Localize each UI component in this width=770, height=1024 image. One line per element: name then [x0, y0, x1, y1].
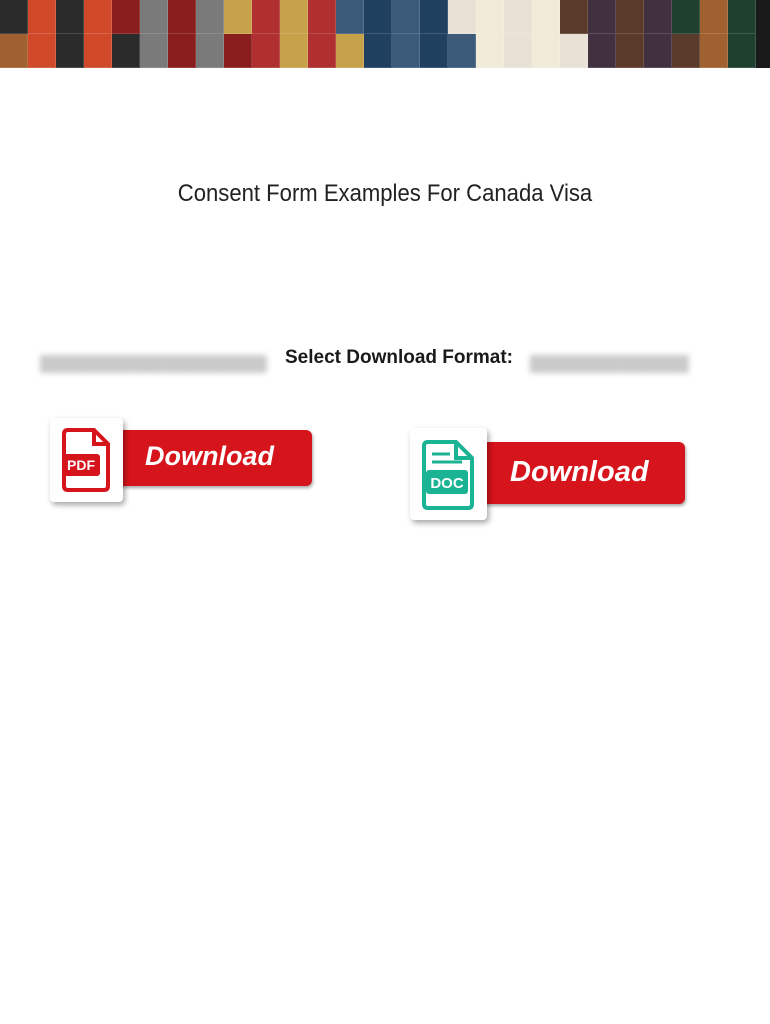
- collage-tile: [476, 0, 504, 34]
- collage-tile: [140, 0, 168, 34]
- download-format-section: [0, 345, 770, 381]
- collage-tile: [504, 0, 532, 34]
- collage-tile: [280, 34, 308, 68]
- collage-tile: [308, 34, 336, 68]
- collage-tile: [56, 34, 84, 68]
- download-label[interactable]: Download: [510, 456, 649, 488]
- collage-tile: [504, 34, 532, 68]
- collage-tile: [364, 0, 392, 34]
- collage-tile: [0, 0, 28, 34]
- collage-tile: [196, 34, 224, 68]
- collage-tile: [476, 34, 504, 68]
- collage-tile: [84, 34, 112, 68]
- collage-tile: [252, 0, 280, 34]
- collage-tile: [168, 0, 196, 34]
- collage-tile: [644, 34, 672, 68]
- collage-tile: [224, 0, 252, 34]
- collage-tile: [140, 34, 168, 68]
- blurred-decorative-text: ████████████████████: [40, 355, 267, 372]
- collage-tile: [336, 34, 364, 68]
- collage-tile: [112, 34, 140, 68]
- collage-tile: [56, 0, 84, 34]
- collage-tile: [560, 34, 588, 68]
- collage-tile: [672, 0, 700, 34]
- collage-tile: [112, 0, 140, 34]
- collage-tile: [532, 0, 560, 34]
- collage-tile: [420, 34, 448, 68]
- doc-download-button[interactable]: [410, 428, 685, 520]
- collage-tile: [196, 0, 224, 34]
- collage-tile: [280, 0, 308, 34]
- collage-tile: [392, 0, 420, 34]
- pdf-download-button[interactable]: [50, 418, 312, 502]
- collage-tile: [588, 34, 616, 68]
- media-collage-banner: [0, 0, 770, 68]
- blurred-decorative-text: ██████████████: [530, 355, 689, 372]
- collage-tile: [308, 0, 336, 34]
- collage-tile: [224, 34, 252, 68]
- collage-tile: [616, 0, 644, 34]
- collage-tile: [644, 0, 672, 34]
- collage-tile: [28, 34, 56, 68]
- collage-tile: [448, 0, 476, 34]
- pdf-file-icon: [62, 428, 112, 492]
- collage-tile: [728, 34, 756, 68]
- collage-tile: [532, 34, 560, 68]
- collage-tile: [336, 0, 364, 34]
- collage-tile: [0, 34, 28, 68]
- collage-tile: [672, 34, 700, 68]
- collage-tile: [448, 34, 476, 68]
- doc-file-icon: [422, 440, 476, 510]
- collage-tile: [700, 0, 728, 34]
- pdf-icon-label: PDF: [67, 457, 95, 473]
- collage-tile: [84, 0, 112, 34]
- collage-tile: [252, 34, 280, 68]
- collage-tile: [168, 34, 196, 68]
- doc-icon-label: DOC: [430, 475, 464, 492]
- collage-tile: [588, 0, 616, 34]
- collage-tile: [392, 34, 420, 68]
- page-title: Consent Form Examples For Canada Visa: [177, 180, 593, 207]
- collage-tile: [560, 0, 588, 34]
- collage-tile: [420, 0, 448, 34]
- collage-tile: [728, 0, 756, 34]
- select-format-label: Select Download Format:: [284, 347, 514, 368]
- collage-tile: [616, 34, 644, 68]
- collage-tile: [700, 34, 728, 68]
- collage-tile: [364, 34, 392, 68]
- collage-tile: [28, 0, 56, 34]
- download-label[interactable]: Download: [145, 441, 274, 471]
